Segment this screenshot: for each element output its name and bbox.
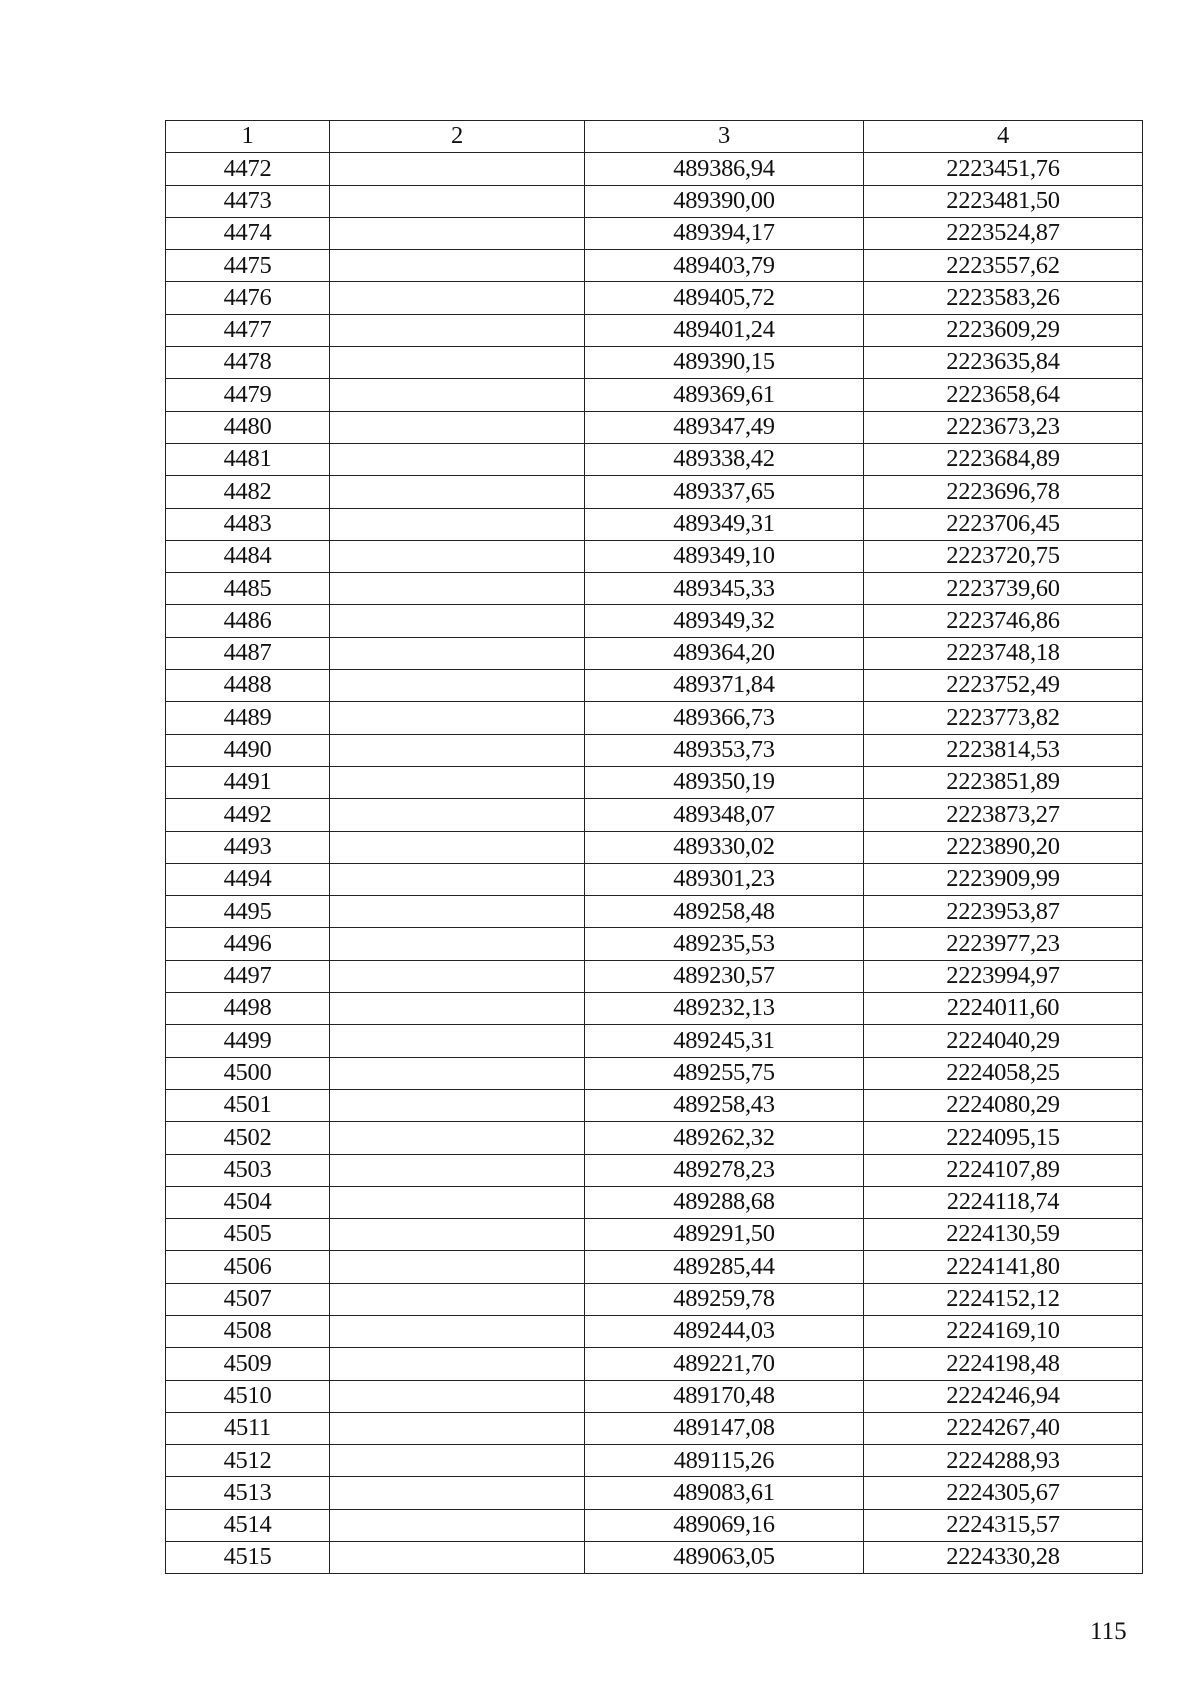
x-coordinate-cell: 489386,94 [585, 153, 864, 185]
description-cell [330, 960, 585, 992]
description-cell [330, 185, 585, 217]
x-coordinate-cell: 489259,78 [585, 1283, 864, 1315]
table-row [166, 1154, 1143, 1186]
table-row [166, 863, 1143, 895]
x-coordinate-cell: 489353,73 [585, 734, 864, 766]
y-coordinate-cell: 2223851,89 [864, 766, 1143, 798]
point-number-cell: 4485 [166, 573, 330, 605]
table-row [166, 702, 1143, 734]
point-number-cell: 4489 [166, 702, 330, 734]
x-coordinate-cell: 489338,42 [585, 443, 864, 475]
description-cell [330, 347, 585, 379]
table-row [166, 411, 1143, 443]
description-cell [330, 605, 585, 637]
point-number-cell: 4484 [166, 540, 330, 572]
table-row [166, 831, 1143, 863]
description-cell [330, 379, 585, 411]
point-number-cell: 4508 [166, 1315, 330, 1347]
y-coordinate-cell: 2223994,97 [864, 960, 1143, 992]
point-number-cell: 4478 [166, 347, 330, 379]
y-coordinate-cell: 2224288,93 [864, 1445, 1143, 1477]
x-coordinate-cell: 489232,13 [585, 993, 864, 1025]
x-coordinate-cell: 489330,02 [585, 831, 864, 863]
description-cell [330, 217, 585, 249]
x-coordinate-cell: 489262,32 [585, 1122, 864, 1154]
point-number-cell: 4498 [166, 993, 330, 1025]
y-coordinate-cell: 2224141,80 [864, 1251, 1143, 1283]
y-coordinate-cell: 2224267,40 [864, 1412, 1143, 1444]
y-coordinate-cell: 2224040,29 [864, 1025, 1143, 1057]
point-number-cell: 4514 [166, 1509, 330, 1541]
table-body [166, 153, 1143, 1574]
y-coordinate-cell: 2223873,27 [864, 799, 1143, 831]
description-cell [330, 1477, 585, 1509]
x-coordinate-cell: 489230,57 [585, 960, 864, 992]
table-row [166, 250, 1143, 282]
point-number-cell: 4487 [166, 637, 330, 669]
table-row [166, 928, 1143, 960]
x-coordinate-cell: 489405,72 [585, 282, 864, 314]
point-number-cell: 4477 [166, 314, 330, 346]
description-cell [330, 670, 585, 702]
x-coordinate-cell: 489366,73 [585, 702, 864, 734]
y-coordinate-cell: 2223609,29 [864, 314, 1143, 346]
point-number-cell: 4492 [166, 799, 330, 831]
description-cell [330, 1251, 585, 1283]
description-cell [330, 1445, 585, 1477]
point-number-cell: 4513 [166, 1477, 330, 1509]
x-coordinate-cell: 489063,05 [585, 1542, 864, 1574]
description-cell [330, 863, 585, 895]
table-row [166, 960, 1143, 992]
description-cell [330, 734, 585, 766]
x-coordinate-cell: 489390,00 [585, 185, 864, 217]
x-coordinate-cell: 489337,65 [585, 476, 864, 508]
point-number-cell: 4503 [166, 1154, 330, 1186]
point-number-cell: 4505 [166, 1219, 330, 1251]
y-coordinate-cell: 2223814,53 [864, 734, 1143, 766]
y-coordinate-cell: 2223557,62 [864, 250, 1143, 282]
table-row [166, 1057, 1143, 1089]
point-number-cell: 4481 [166, 443, 330, 475]
y-coordinate-cell: 2224246,94 [864, 1380, 1143, 1412]
description-cell [330, 1154, 585, 1186]
x-coordinate-cell: 489369,61 [585, 379, 864, 411]
point-number-cell: 4480 [166, 411, 330, 443]
point-number-cell: 4475 [166, 250, 330, 282]
description-cell [330, 1315, 585, 1347]
description-cell [330, 573, 585, 605]
description-cell [330, 1057, 585, 1089]
x-coordinate-cell: 489403,79 [585, 250, 864, 282]
table-row [166, 347, 1143, 379]
table-row [166, 443, 1143, 475]
table-row [166, 670, 1143, 702]
table-row [166, 734, 1143, 766]
x-coordinate-cell: 489291,50 [585, 1219, 864, 1251]
x-coordinate-cell: 489345,33 [585, 573, 864, 605]
point-number-cell: 4479 [166, 379, 330, 411]
description-cell [330, 1412, 585, 1444]
y-coordinate-cell: 2224130,59 [864, 1219, 1143, 1251]
point-number-cell: 4493 [166, 831, 330, 863]
point-number-cell: 4473 [166, 185, 330, 217]
y-coordinate-cell: 2223720,75 [864, 540, 1143, 572]
point-number-cell: 4509 [166, 1348, 330, 1380]
y-coordinate-cell: 2223706,45 [864, 508, 1143, 540]
y-coordinate-cell: 2224315,57 [864, 1509, 1143, 1541]
y-coordinate-cell: 2223583,26 [864, 282, 1143, 314]
x-coordinate-cell: 489278,23 [585, 1154, 864, 1186]
y-coordinate-cell: 2224080,29 [864, 1089, 1143, 1121]
x-coordinate-cell: 489349,10 [585, 540, 864, 572]
x-coordinate-cell: 489401,24 [585, 314, 864, 346]
point-number-cell: 4500 [166, 1057, 330, 1089]
x-coordinate-cell: 489347,49 [585, 411, 864, 443]
table-row [166, 1122, 1143, 1154]
y-coordinate-cell: 2224305,67 [864, 1477, 1143, 1509]
table-header [166, 121, 1143, 153]
table-row [166, 993, 1143, 1025]
point-number-cell: 4510 [166, 1380, 330, 1412]
y-coordinate-cell: 2224118,74 [864, 1186, 1143, 1218]
x-coordinate-cell: 489285,44 [585, 1251, 864, 1283]
point-number-cell: 4515 [166, 1542, 330, 1574]
description-cell [330, 476, 585, 508]
x-coordinate-cell: 489390,15 [585, 347, 864, 379]
description-cell [330, 250, 585, 282]
point-number-cell: 4502 [166, 1122, 330, 1154]
point-number-cell: 4491 [166, 766, 330, 798]
description-cell [330, 282, 585, 314]
y-coordinate-cell: 2223909,99 [864, 863, 1143, 895]
y-coordinate-cell: 2224058,25 [864, 1057, 1143, 1089]
x-coordinate-cell: 489115,26 [585, 1445, 864, 1477]
description-cell [330, 928, 585, 960]
table-row [166, 896, 1143, 928]
description-cell [330, 799, 585, 831]
description-cell [330, 993, 585, 1025]
y-coordinate-cell: 2223773,82 [864, 702, 1143, 734]
point-number-cell: 4472 [166, 153, 330, 185]
y-coordinate-cell: 2223752,49 [864, 670, 1143, 702]
table-row [166, 637, 1143, 669]
y-coordinate-cell: 2223953,87 [864, 896, 1143, 928]
description-cell [330, 314, 585, 346]
description-cell [330, 1122, 585, 1154]
x-coordinate-cell: 489288,68 [585, 1186, 864, 1218]
table-row [166, 508, 1143, 540]
description-cell [330, 508, 585, 540]
point-number-cell: 4483 [166, 508, 330, 540]
point-number-cell: 4511 [166, 1412, 330, 1444]
y-coordinate-cell: 2223635,84 [864, 347, 1143, 379]
table-row [166, 282, 1143, 314]
description-cell [330, 702, 585, 734]
y-coordinate-cell: 2223748,18 [864, 637, 1143, 669]
x-coordinate-cell: 489083,61 [585, 1477, 864, 1509]
description-cell [330, 1348, 585, 1380]
table-row [166, 379, 1143, 411]
table-row [166, 1509, 1143, 1541]
coordinates-table [165, 120, 1143, 1574]
table-row [166, 185, 1143, 217]
description-cell [330, 896, 585, 928]
point-number-cell: 4497 [166, 960, 330, 992]
column-header-3: 3 [585, 121, 864, 153]
point-number-cell: 4486 [166, 605, 330, 637]
table-row [166, 1380, 1143, 1412]
page-number: 115 [1090, 1618, 1127, 1645]
column-header-2: 2 [330, 121, 585, 153]
description-cell [330, 1542, 585, 1574]
point-number-cell: 4476 [166, 282, 330, 314]
x-coordinate-cell: 489170,48 [585, 1380, 864, 1412]
y-coordinate-cell: 2223481,50 [864, 185, 1143, 217]
table-row [166, 766, 1143, 798]
table-row [166, 1283, 1143, 1315]
table-row [166, 476, 1143, 508]
column-header-1: 1 [166, 121, 330, 153]
description-cell [330, 1089, 585, 1121]
y-coordinate-cell: 2223890,20 [864, 831, 1143, 863]
x-coordinate-cell: 489371,84 [585, 670, 864, 702]
description-cell [330, 1025, 585, 1057]
description-cell [330, 153, 585, 185]
x-coordinate-cell: 489235,53 [585, 928, 864, 960]
table-row [166, 605, 1143, 637]
point-number-cell: 4495 [166, 896, 330, 928]
point-number-cell: 4488 [166, 670, 330, 702]
description-cell [330, 443, 585, 475]
table-row [166, 1542, 1143, 1574]
table-row [166, 573, 1143, 605]
y-coordinate-cell: 2223451,76 [864, 153, 1143, 185]
point-number-cell: 4506 [166, 1251, 330, 1283]
column-header-4: 4 [864, 121, 1143, 153]
y-coordinate-cell: 2223684,89 [864, 443, 1143, 475]
point-number-cell: 4490 [166, 734, 330, 766]
point-number-cell: 4512 [166, 1445, 330, 1477]
x-coordinate-cell: 489147,08 [585, 1412, 864, 1444]
description-cell [330, 1380, 585, 1412]
table-row [166, 1348, 1143, 1380]
description-cell [330, 1509, 585, 1541]
x-coordinate-cell: 489255,75 [585, 1057, 864, 1089]
header-row [166, 121, 1143, 153]
x-coordinate-cell: 489258,48 [585, 896, 864, 928]
point-number-cell: 4496 [166, 928, 330, 960]
description-cell [330, 411, 585, 443]
table-row [166, 1477, 1143, 1509]
table-row [166, 1251, 1143, 1283]
point-number-cell: 4494 [166, 863, 330, 895]
table-row [166, 1445, 1143, 1477]
table-row [166, 217, 1143, 249]
y-coordinate-cell: 2223658,64 [864, 379, 1143, 411]
x-coordinate-cell: 489301,23 [585, 863, 864, 895]
x-coordinate-cell: 489350,19 [585, 766, 864, 798]
description-cell [330, 1186, 585, 1218]
point-number-cell: 4499 [166, 1025, 330, 1057]
y-coordinate-cell: 2224169,10 [864, 1315, 1143, 1347]
table-row [166, 153, 1143, 185]
y-coordinate-cell: 2223696,78 [864, 476, 1143, 508]
point-number-cell: 4482 [166, 476, 330, 508]
point-number-cell: 4501 [166, 1089, 330, 1121]
table-row [166, 314, 1143, 346]
table-row [166, 1412, 1143, 1444]
x-coordinate-cell: 489394,17 [585, 217, 864, 249]
table-row [166, 799, 1143, 831]
y-coordinate-cell: 2224198,48 [864, 1348, 1143, 1380]
x-coordinate-cell: 489221,70 [585, 1348, 864, 1380]
y-coordinate-cell: 2223673,23 [864, 411, 1143, 443]
y-coordinate-cell: 2224107,89 [864, 1154, 1143, 1186]
description-cell [330, 766, 585, 798]
x-coordinate-cell: 489349,32 [585, 605, 864, 637]
description-cell [330, 1219, 585, 1251]
y-coordinate-cell: 2223746,86 [864, 605, 1143, 637]
x-coordinate-cell: 489364,20 [585, 637, 864, 669]
x-coordinate-cell: 489245,31 [585, 1025, 864, 1057]
x-coordinate-cell: 489349,31 [585, 508, 864, 540]
point-number-cell: 4507 [166, 1283, 330, 1315]
point-number-cell: 4474 [166, 217, 330, 249]
table-row [166, 1089, 1143, 1121]
table-row [166, 1186, 1143, 1218]
y-coordinate-cell: 2223739,60 [864, 573, 1143, 605]
table-row [166, 1219, 1143, 1251]
x-coordinate-cell: 489348,07 [585, 799, 864, 831]
description-cell [330, 540, 585, 572]
description-cell [330, 831, 585, 863]
table-row [166, 1315, 1143, 1347]
y-coordinate-cell: 2223524,87 [864, 217, 1143, 249]
y-coordinate-cell: 2223977,23 [864, 928, 1143, 960]
y-coordinate-cell: 2224095,15 [864, 1122, 1143, 1154]
table-row [166, 1025, 1143, 1057]
y-coordinate-cell: 2224152,12 [864, 1283, 1143, 1315]
x-coordinate-cell: 489244,03 [585, 1315, 864, 1347]
x-coordinate-cell: 489069,16 [585, 1509, 864, 1541]
y-coordinate-cell: 2224330,28 [864, 1542, 1143, 1574]
point-number-cell: 4504 [166, 1186, 330, 1218]
description-cell [330, 637, 585, 669]
table-row [166, 540, 1143, 572]
x-coordinate-cell: 489258,43 [585, 1089, 864, 1121]
description-cell [330, 1283, 585, 1315]
y-coordinate-cell: 2224011,60 [864, 993, 1143, 1025]
